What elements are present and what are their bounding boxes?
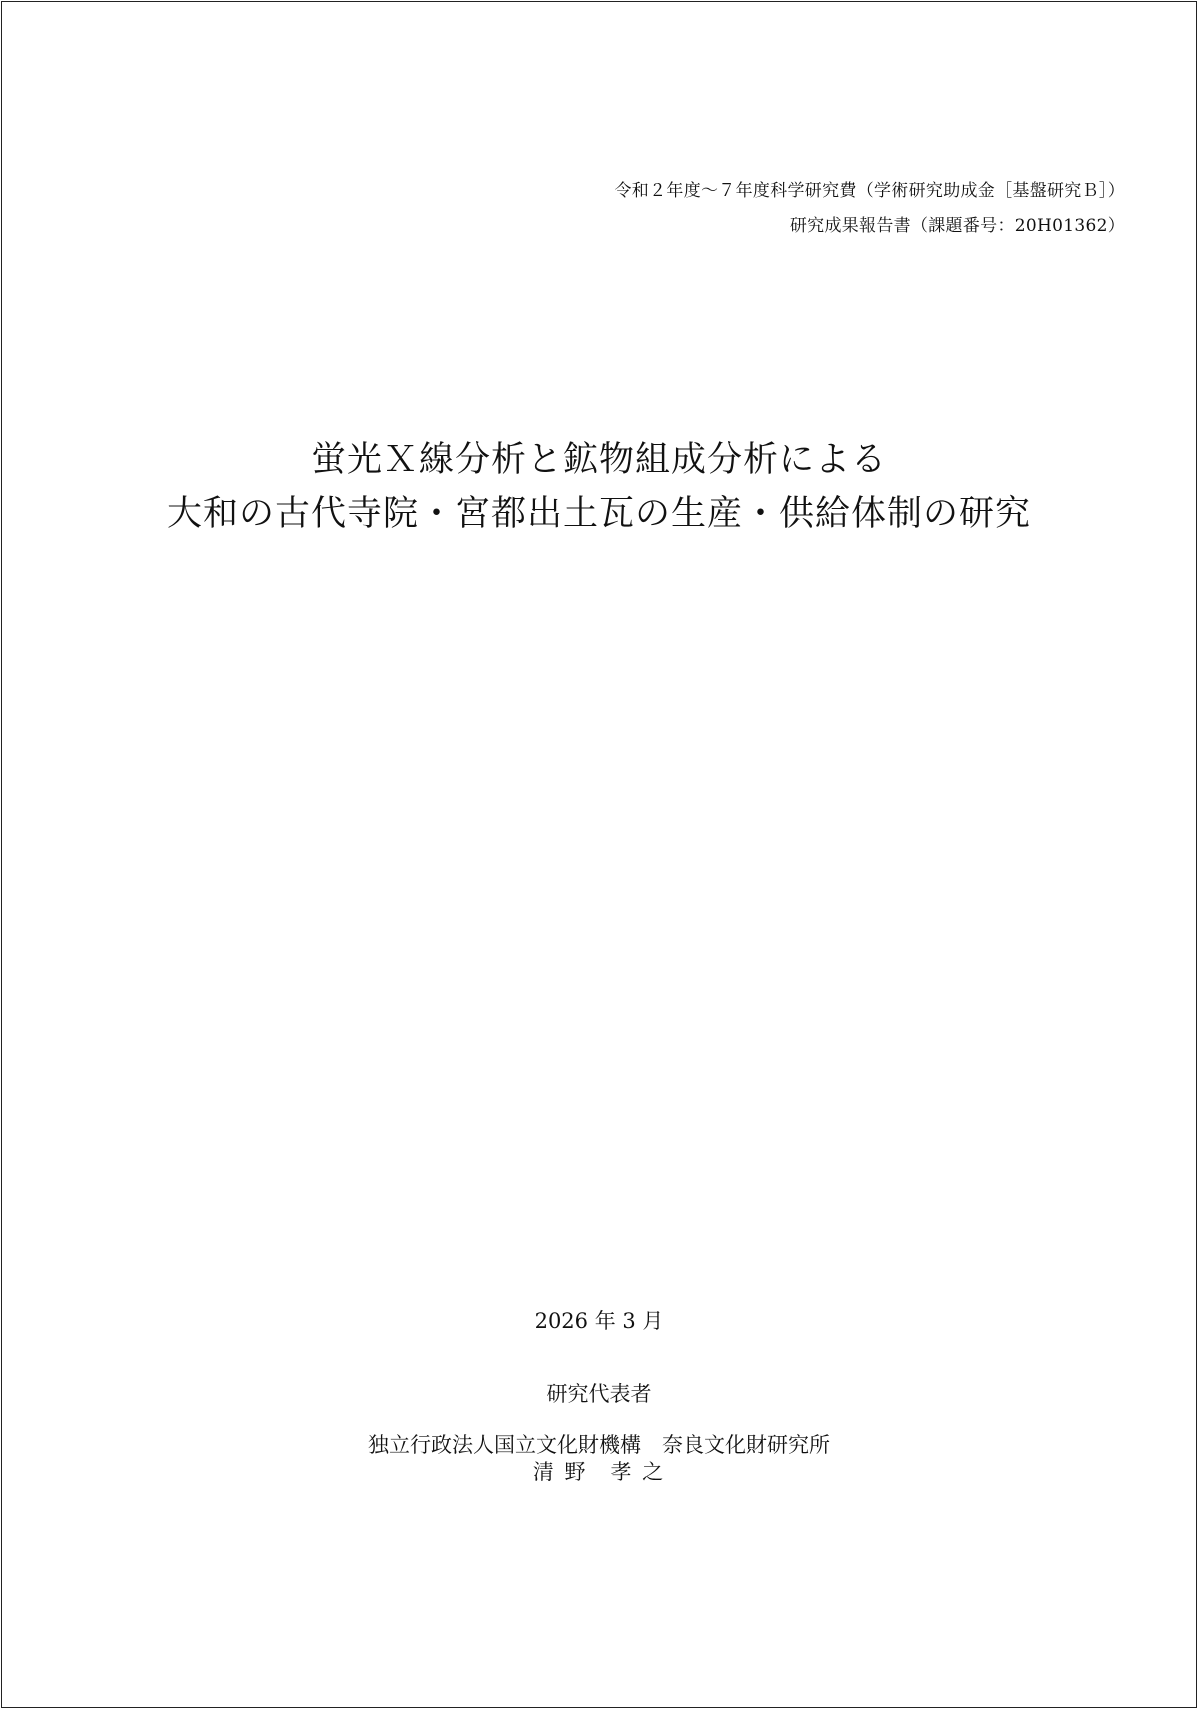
title-line-1: 蛍光Ｘ線分析と鉱物組成分析による — [310, 440, 887, 480]
report-cover-page — [1, 1, 1197, 1708]
investigator-role: 研究代表者 — [546, 1382, 652, 1406]
investigator-affiliation: 独立行政法人国立文化財機構 奈良文化財研究所 — [368, 1433, 830, 1457]
principal-investigator-block — [2, 1379, 1196, 1484]
grant-header — [615, 174, 1126, 244]
report-title — [2, 433, 1196, 541]
investigator-name: 清 野 孝 之 — [532, 1460, 666, 1484]
publication-date: 2026 年 3 月 — [534, 1309, 664, 1333]
report-number-line: 研究成果報告書（課題番号：20H01362） — [789, 216, 1125, 236]
grant-program-line: 令和２年度～７年度科学研究費（学術研究助成金［基盤研究Ｂ］） — [614, 181, 1125, 201]
title-line-2: 大和の古代寺院・宮都出土瓦の生産・供給体制の研究 — [166, 494, 1031, 534]
